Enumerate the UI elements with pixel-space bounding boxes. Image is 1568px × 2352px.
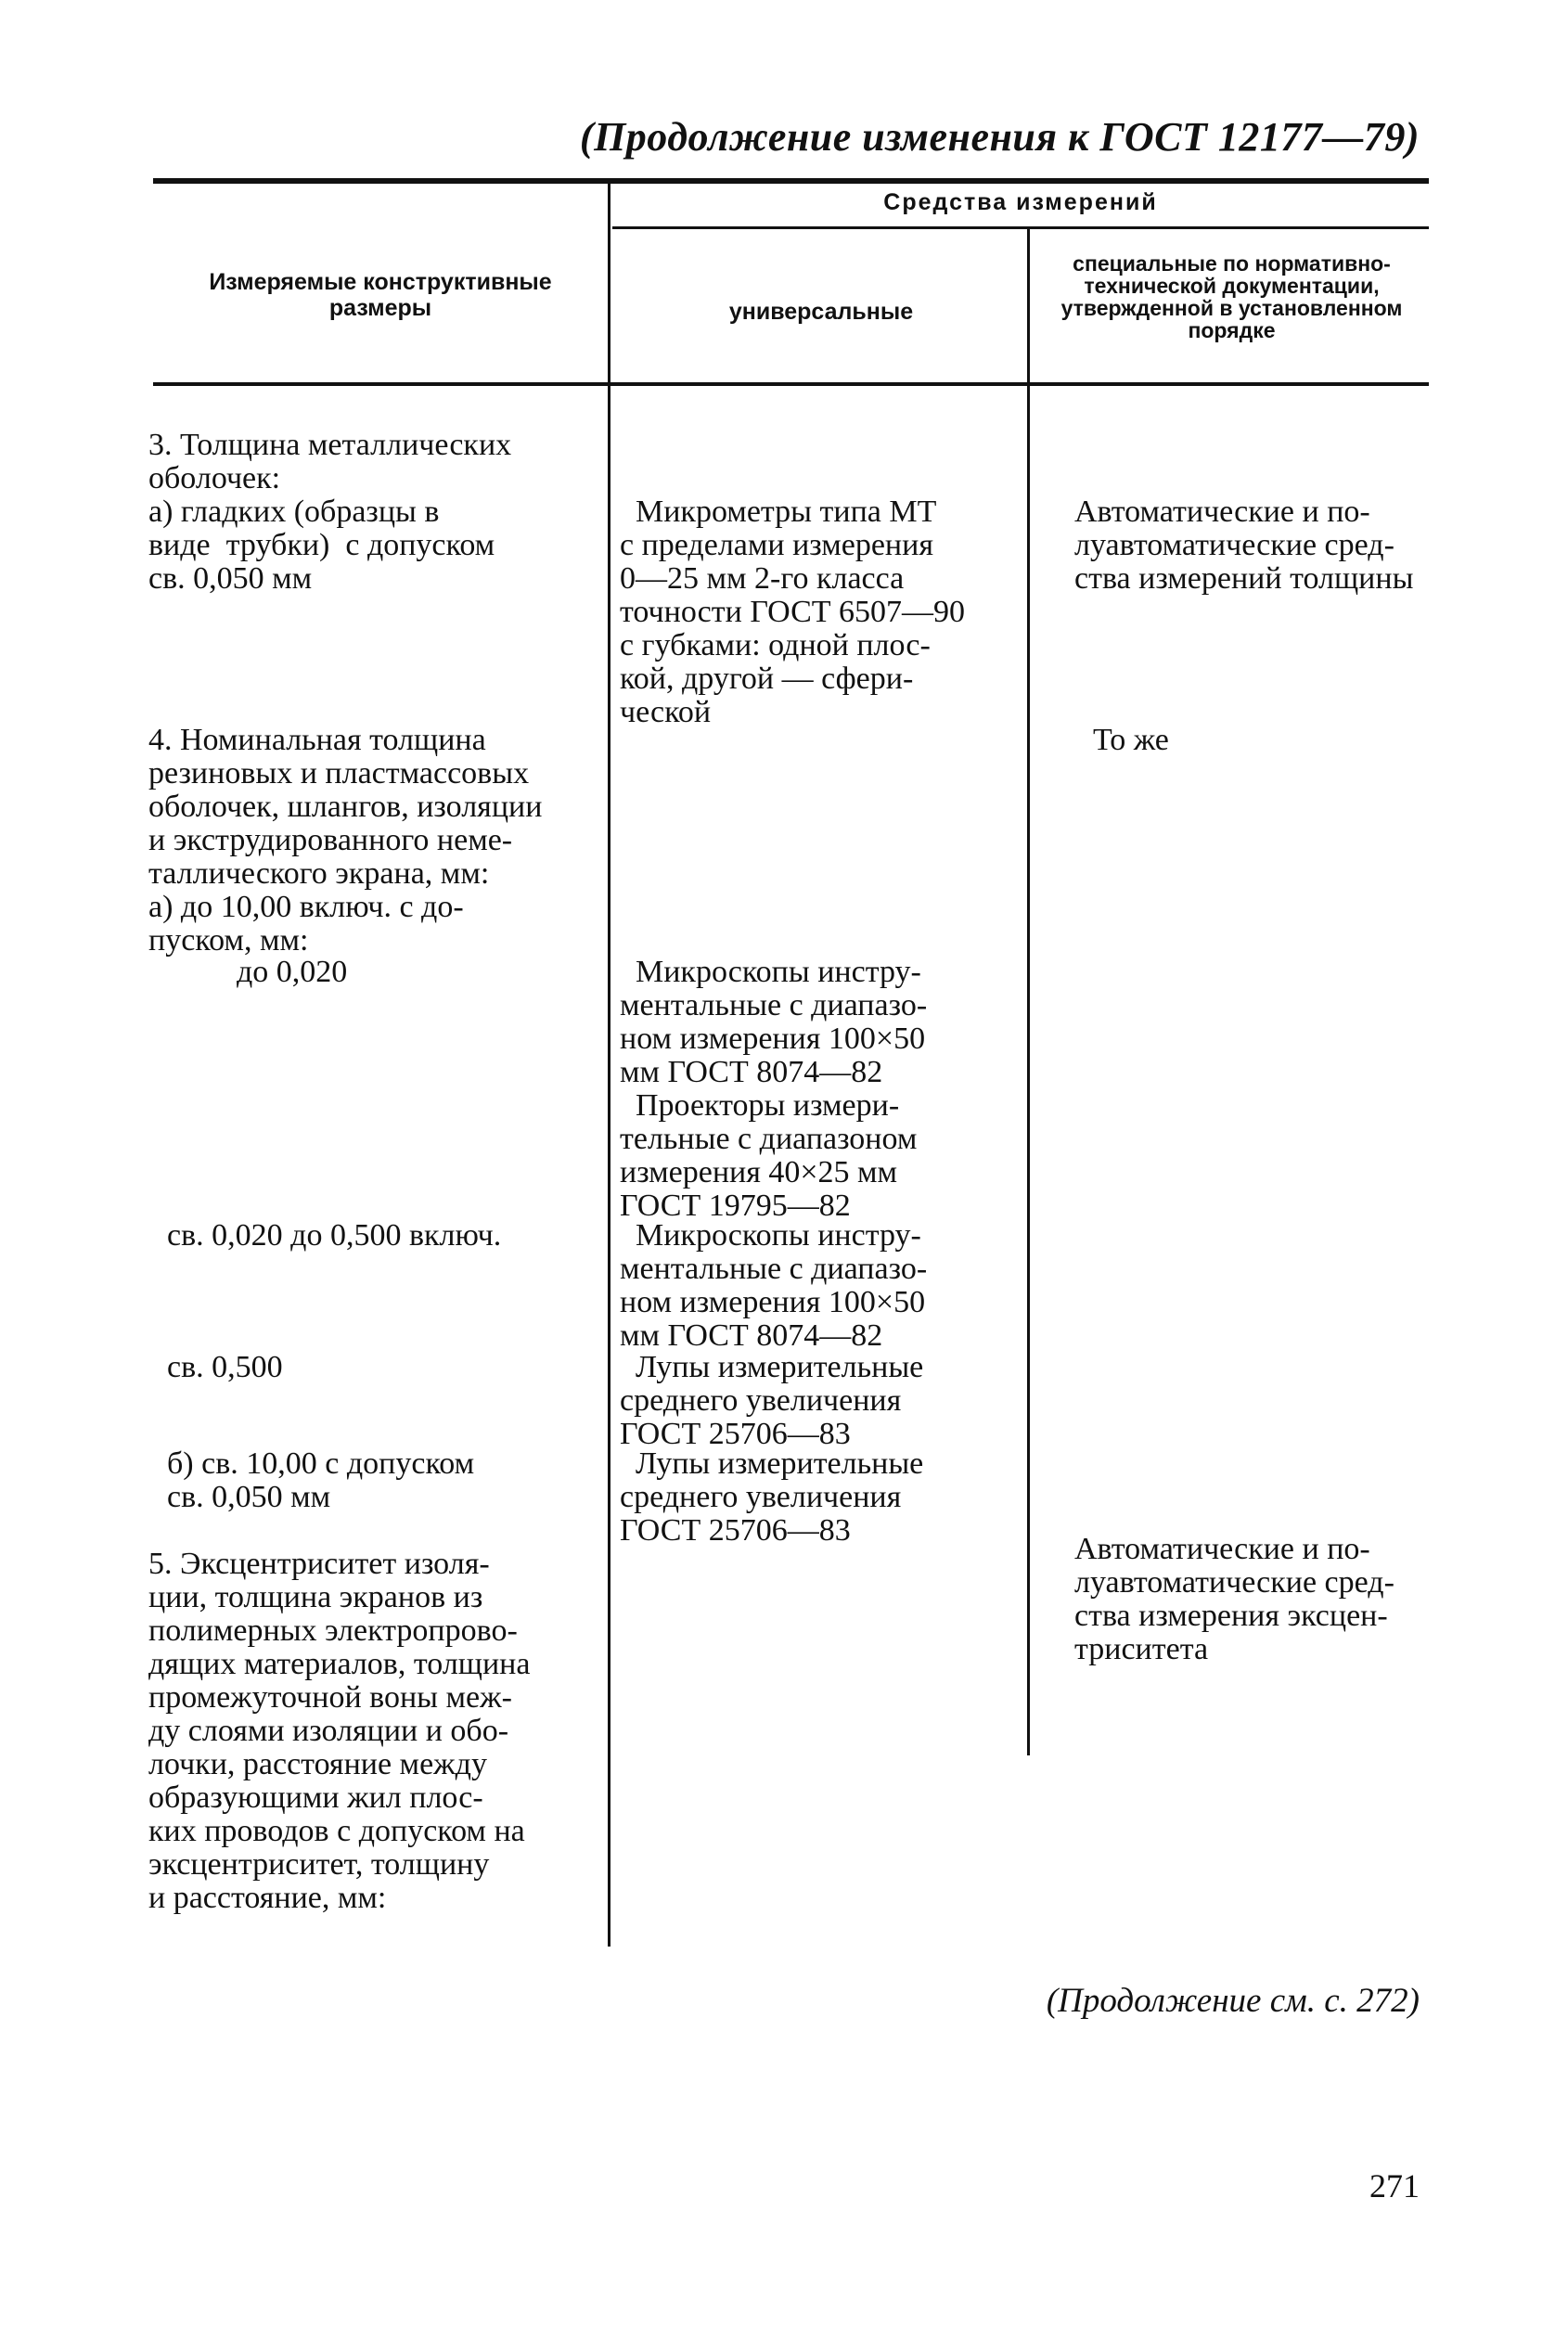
header-bottom-rule [153, 382, 1429, 386]
instrument-microscopes-2: Микроскопы инстру- ментальные с диапазо- ном измерения 100×50 мм ГОСТ 8074—82 [620, 1218, 928, 1353]
continuation-footer: (Продолжение см. с. 272) [1046, 1982, 1420, 2020]
same-as-above: То же [1093, 723, 1169, 757]
means-header-rule [612, 226, 1429, 229]
continuation-header: (Продолжение изменения к ГОСТ 12177—79) [579, 114, 1420, 160]
measuring-loupes-1: Лупы измерительные среднего увеличения ГОСТ 25706—83 [620, 1350, 924, 1451]
column-divider-1 [608, 184, 610, 1947]
table-top-rule [153, 178, 1429, 184]
column-divider-2 [1027, 229, 1030, 1755]
item-5-eccentricity: 5. Эксцентриситет изоля- ции, толщина экранов из полимерных электропрово- дящих материалов, толщина промежуточной воны меж- ду слоями изоляции и обо- лочки, расстояние между образующими жил плос- ких проводов с допуском на эксцентриситет, толщину и расстояние, мм: [148, 1547, 531, 1915]
tolerance-0020-0500: св. 0,020 до 0,500 включ. [167, 1218, 502, 1253]
tolerance-up-to-0020: до 0,020 [237, 955, 348, 989]
micrometers-mt: Микрометры типа МТ с пределами измерения 0—25 мм 2-го класса точности ГОСТ 6507—90 с губками: одной плос- кой, другой — сфери- ческой [620, 495, 966, 729]
measuring-loupes-2: Лупы измерительные среднего увеличения ГОСТ 25706—83 [620, 1446, 924, 1548]
auto-eccentricity-means: Автоматические и по- луавтоматические сред- ства измерения эксцен- триситета [1074, 1532, 1394, 1666]
header-special: специальные по нормативно-технической документации, утвержденной в установленном порядке [1060, 251, 1403, 343]
item-3-metal-sheath: 3. Толщина металлических оболочек: [148, 428, 512, 495]
item-3a-smooth: а) гладких (образцы в виде трубки) с допуском св. 0,050 мм [148, 495, 495, 596]
item-4b-over-10: б) св. 10,00 с допуском св. 0,050 мм [167, 1446, 475, 1514]
header-measuring-means: Средства измерений [883, 189, 1158, 215]
header-measured-dimensions: Измеряемые конструктивные размеры [209, 269, 552, 321]
tolerance-over-0500: св. 0,500 [167, 1350, 283, 1384]
measuring-projectors: Проекторы измери- тельные с диапазоном измерения 40×25 мм ГОСТ 19795—82 [620, 1088, 918, 1223]
header-universal: универсальные [728, 299, 914, 325]
instrument-microscopes-1: Микроскопы инстру- ментальные с диапазо- ном измерения 100×50 мм ГОСТ 8074—82 [620, 955, 928, 1089]
page-number: 271 [1369, 2167, 1420, 2204]
auto-thickness-means: Автоматические и по- луавтоматические сред- ства измерений толщины [1074, 495, 1414, 596]
item-4-nominal-thickness: 4. Номинальная толщина резиновых и пластмассовых оболочек, шлангов, изоляции и экструдированного неме- таллического экрана, мм: [148, 723, 543, 891]
item-4a-up-to-10: а) до 10,00 включ. с до- пуском, мм: [148, 890, 464, 958]
